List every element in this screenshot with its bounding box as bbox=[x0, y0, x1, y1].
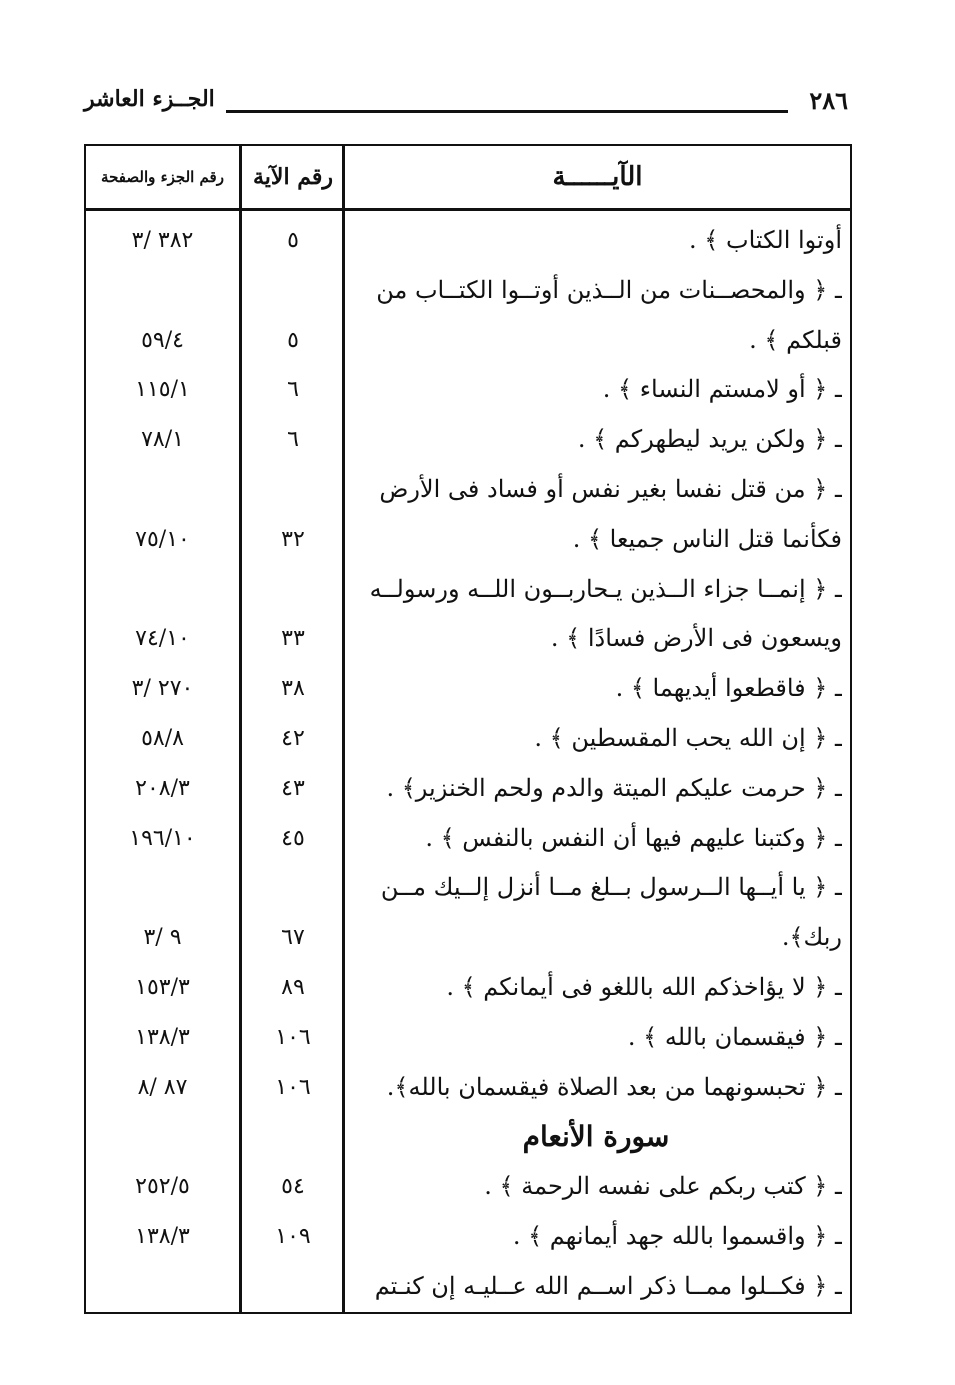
table-row bbox=[86, 863, 850, 913]
verse-text: ـ ﴿ فاقطعوا أيديهما ﴾ . bbox=[615, 674, 842, 703]
verse-text: ـ ﴿ وكتبنا عليهم فيها أن النفس بالنفس ﴾ . bbox=[425, 823, 842, 852]
part-title: الجــزء العاشر bbox=[84, 86, 215, 112]
ayah-number: ٣٣ bbox=[281, 626, 305, 652]
table-row bbox=[86, 1212, 850, 1262]
ayah-number bbox=[245, 266, 341, 316]
ayah-number bbox=[245, 863, 341, 913]
ayah-number: ٤٣ bbox=[281, 775, 305, 801]
ayah-number: ٥ bbox=[287, 327, 299, 353]
part-page-ref: ٧٥/١٠ bbox=[135, 526, 190, 552]
verse-text: ـ ﴿ إنمــا جزاء الــذين يـحاربــون اللــه ورسولــه bbox=[369, 574, 842, 603]
verse-text: ـ ﴿ فيقسمان بالله ﴾ . bbox=[627, 1022, 842, 1051]
verse-text: ـ ﴿ واقسموا بالله جهد أيمانهم ﴾ . bbox=[512, 1221, 842, 1250]
part-page-ref: ٣٨٢ /٣ bbox=[131, 228, 194, 253]
ayah-number: ١٠٦ bbox=[275, 1074, 311, 1100]
ayah-number: ٦ bbox=[287, 377, 299, 403]
part-page-ref: ١٣٨/٣ bbox=[135, 1024, 190, 1050]
verse-text: ـ ﴿ والمحصــنات من الــذين أوتــوا الكتــاب من bbox=[376, 275, 842, 304]
ayah-number: ٦٧ bbox=[281, 925, 305, 951]
part-page-ref bbox=[86, 266, 239, 316]
verse-index-table bbox=[84, 144, 852, 1314]
part-page-ref: ٨٧ /٨ bbox=[137, 1074, 188, 1100]
table-row bbox=[86, 764, 850, 814]
part-page-ref: ٧٨/١ bbox=[141, 427, 184, 453]
ayah-number: ٥٤ bbox=[281, 1174, 305, 1200]
table-row bbox=[86, 1063, 850, 1113]
verse-text: ويسعون فى الأرض فسادًا ﴾ . bbox=[550, 624, 842, 653]
ayah-number: ١٠٦ bbox=[275, 1024, 311, 1050]
ayah-number bbox=[245, 565, 341, 615]
part-page-ref: ١١٥/١ bbox=[135, 377, 190, 403]
verse-text: ـ ﴿ ولكن يريد ليطهركم ﴾ . bbox=[577, 425, 842, 454]
table-row bbox=[86, 814, 850, 864]
ayah-number bbox=[245, 1262, 341, 1312]
part-page-ref: ٥٩/٤ bbox=[141, 327, 184, 353]
part-page-ref: ١٣٨/٣ bbox=[135, 1223, 190, 1249]
page-header bbox=[84, 86, 854, 126]
part-page-ref: ١٩٦/١٠ bbox=[129, 825, 196, 851]
table-row bbox=[86, 1262, 850, 1312]
ayah-number: ٨٩ bbox=[281, 974, 305, 1000]
table-row bbox=[86, 365, 850, 415]
column-header-ayah: الآيــــــة bbox=[552, 162, 643, 192]
verse-text: ـ ﴿ تحبسونهما من بعد الصلاة فيقسمان بالله﴾. bbox=[386, 1072, 842, 1101]
ayah-number: ١٠٩ bbox=[275, 1223, 311, 1249]
verse-text: فكأنما قتل الناس جميعا ﴾ . bbox=[572, 524, 842, 553]
table-row bbox=[86, 714, 850, 764]
verse-text: ـ ﴿ لا يؤاخذكم الله باللغو فى أيمانكم ﴾ . bbox=[446, 972, 842, 1001]
column-header-part-page: رقم الجزء والصفحة bbox=[101, 168, 224, 186]
header-divider bbox=[86, 208, 850, 211]
verse-text: ـ ﴿ فكــلوا ممــا ذكر اســم الله عــليـه إن كنـتم bbox=[374, 1271, 842, 1300]
verse-text: ـ ﴿ كتب ربكم على نفسه الرحمة ﴾ . bbox=[484, 1172, 842, 1201]
verse-text: ـ ﴿ يا أيــها الــرسول بــلغ مــا أنزل إلــيك مــن bbox=[380, 873, 842, 902]
table-row bbox=[86, 415, 850, 465]
verse-text: ـ ﴿ أو لامستم النساء ﴾ . bbox=[602, 375, 842, 404]
table-body bbox=[86, 216, 850, 1312]
table-row bbox=[86, 1162, 850, 1212]
part-page-ref: ١٥٣/٣ bbox=[135, 974, 190, 1000]
table-row bbox=[86, 664, 850, 714]
part-page-ref: ٢٥٢/٥ bbox=[135, 1174, 190, 1200]
ayah-number: ٦ bbox=[287, 427, 299, 453]
ayah-number: ٤٢ bbox=[281, 725, 305, 751]
part-page-ref: ٧٤/١٠ bbox=[135, 626, 190, 652]
ayah-number: ٣٨ bbox=[281, 676, 305, 702]
table-row bbox=[86, 565, 850, 615]
part-page-ref: ٩ /٣ bbox=[143, 925, 182, 951]
table-row bbox=[86, 1013, 850, 1063]
table-row bbox=[86, 216, 850, 266]
ayah-number: ٣٢ bbox=[281, 526, 305, 552]
verse-text: ربك﴾. bbox=[781, 923, 842, 952]
surah-title: سورة الأنعام bbox=[522, 1120, 670, 1154]
page-number: ٢٨٦ bbox=[809, 86, 848, 115]
header-rule bbox=[226, 110, 788, 113]
part-page-ref: ٢٧٠ /٣ bbox=[131, 676, 194, 702]
ayah-number: ٤٥ bbox=[281, 825, 305, 851]
ayah-number bbox=[245, 465, 341, 515]
table-row bbox=[86, 316, 850, 366]
table-row bbox=[86, 266, 850, 316]
table-row bbox=[86, 465, 850, 515]
part-page-ref bbox=[86, 465, 239, 515]
surah-heading-row bbox=[86, 1112, 850, 1162]
verse-text: قبلكم ﴾ . bbox=[749, 325, 842, 354]
part-page-ref: ٢٠٨/٣ bbox=[135, 775, 190, 801]
part-page-ref bbox=[86, 565, 239, 615]
verse-text: ـ ﴿ من قتل نفسا بغير نفس أو فساد فى الأرض bbox=[379, 474, 842, 503]
table-row bbox=[86, 614, 850, 664]
part-page-ref: ٥٨/٨ bbox=[141, 725, 184, 751]
table-row bbox=[86, 963, 850, 1013]
verse-text: ـ ﴿ حرمت عليكم الميتة والدم ولحم الخنزير﴾ . bbox=[386, 773, 842, 802]
part-page-ref bbox=[86, 863, 239, 913]
verse-text: أوتوا الكتاب ﴾ . bbox=[689, 226, 842, 254]
ayah-number: ٥ bbox=[287, 228, 299, 253]
verse-text: ـ ﴿ إن الله يحب المقسطين ﴾ . bbox=[534, 723, 842, 752]
column-header-ayah-number: رقم الآية bbox=[252, 164, 334, 190]
table-row bbox=[86, 515, 850, 565]
ayah-number bbox=[245, 1112, 341, 1162]
table-row bbox=[86, 913, 850, 963]
part-page-ref bbox=[86, 1112, 239, 1162]
part-page-ref bbox=[86, 1262, 239, 1312]
